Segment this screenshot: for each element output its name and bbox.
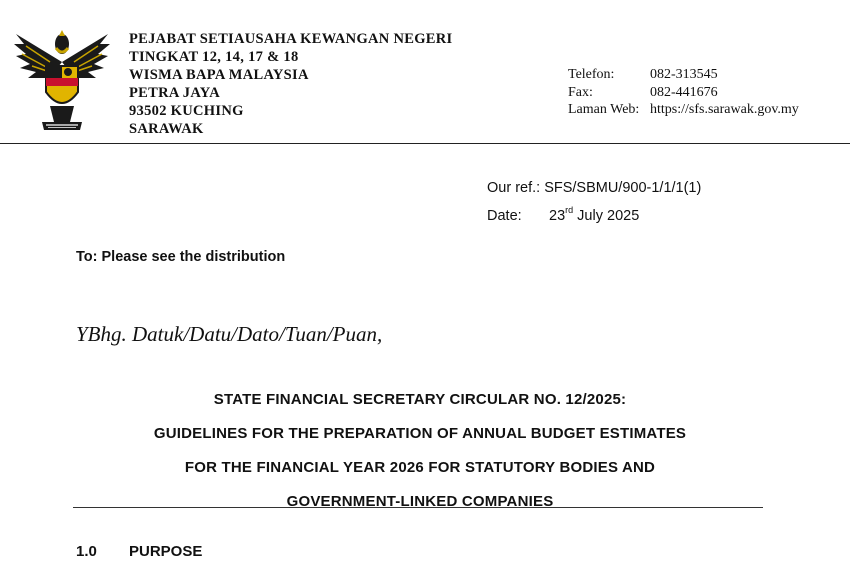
org-building: WISMA BAPA MALAYSIA bbox=[129, 67, 309, 83]
reference-row bbox=[487, 174, 701, 202]
phone-value: 082-313545 bbox=[650, 67, 718, 82]
salutation: YBhg. Datuk/Datu/Dato/Tuan/Puan, bbox=[76, 322, 383, 346]
date-ordinal: rd bbox=[565, 205, 574, 216]
reference-label: Our ref.: bbox=[487, 180, 541, 196]
letterhead-address bbox=[129, 30, 453, 138]
title-line: GOVERNMENT-LINKED COMPANIES bbox=[286, 493, 554, 510]
org-state: SARAWAK bbox=[129, 121, 204, 137]
phone-label: Telefon: bbox=[568, 67, 615, 82]
web-label: Laman Web: bbox=[568, 102, 640, 117]
section-heading bbox=[76, 543, 202, 560]
title-line: FOR THE FINANCIAL YEAR 2026 FOR STATUTORY BODIES AND bbox=[184, 459, 656, 476]
circular-title bbox=[70, 383, 770, 519]
web-link[interactable]: https://sfs.sarawak.gov.my bbox=[650, 102, 799, 117]
letterhead-contact bbox=[568, 66, 799, 119]
title-divider bbox=[73, 507, 763, 508]
org-postcode-city: 93502 KUCHING bbox=[129, 103, 244, 119]
reference-value: SFS/SBMU/900-1/1/1(1) bbox=[544, 180, 702, 196]
date-value bbox=[549, 202, 639, 230]
reference-block bbox=[487, 174, 701, 230]
date-day: 23 bbox=[549, 208, 566, 224]
org-name: PEJABAT SETIAUSAHA KEWANGAN NEGERI bbox=[129, 31, 453, 47]
date-row bbox=[487, 202, 701, 230]
section-number: 1.0 bbox=[76, 543, 97, 560]
org-floor: TINGKAT 12, 14, 17 & 18 bbox=[129, 49, 299, 65]
section-title: PURPOSE bbox=[129, 543, 203, 560]
letterhead-divider bbox=[0, 143, 850, 144]
web-row bbox=[568, 101, 799, 119]
sarawak-coat-of-arms-icon bbox=[10, 22, 114, 134]
title-line: GUIDELINES FOR THE PREPARATION OF ANNUAL BUDGET ESTIMATES bbox=[153, 425, 687, 442]
org-area: PETRA JAYA bbox=[129, 85, 220, 101]
phone-row bbox=[568, 66, 799, 84]
fax-value: 082-441676 bbox=[650, 84, 718, 100]
fax-row bbox=[568, 84, 799, 102]
title-line: STATE FINANCIAL SECRETARY CIRCULAR NO. 12/2025: bbox=[213, 391, 627, 408]
recipient-line: To: Please see the distribution bbox=[76, 249, 286, 265]
fax-label: Fax: bbox=[568, 84, 593, 100]
date-label: Date: bbox=[487, 208, 522, 224]
date-month-year: July 2025 bbox=[573, 208, 640, 224]
